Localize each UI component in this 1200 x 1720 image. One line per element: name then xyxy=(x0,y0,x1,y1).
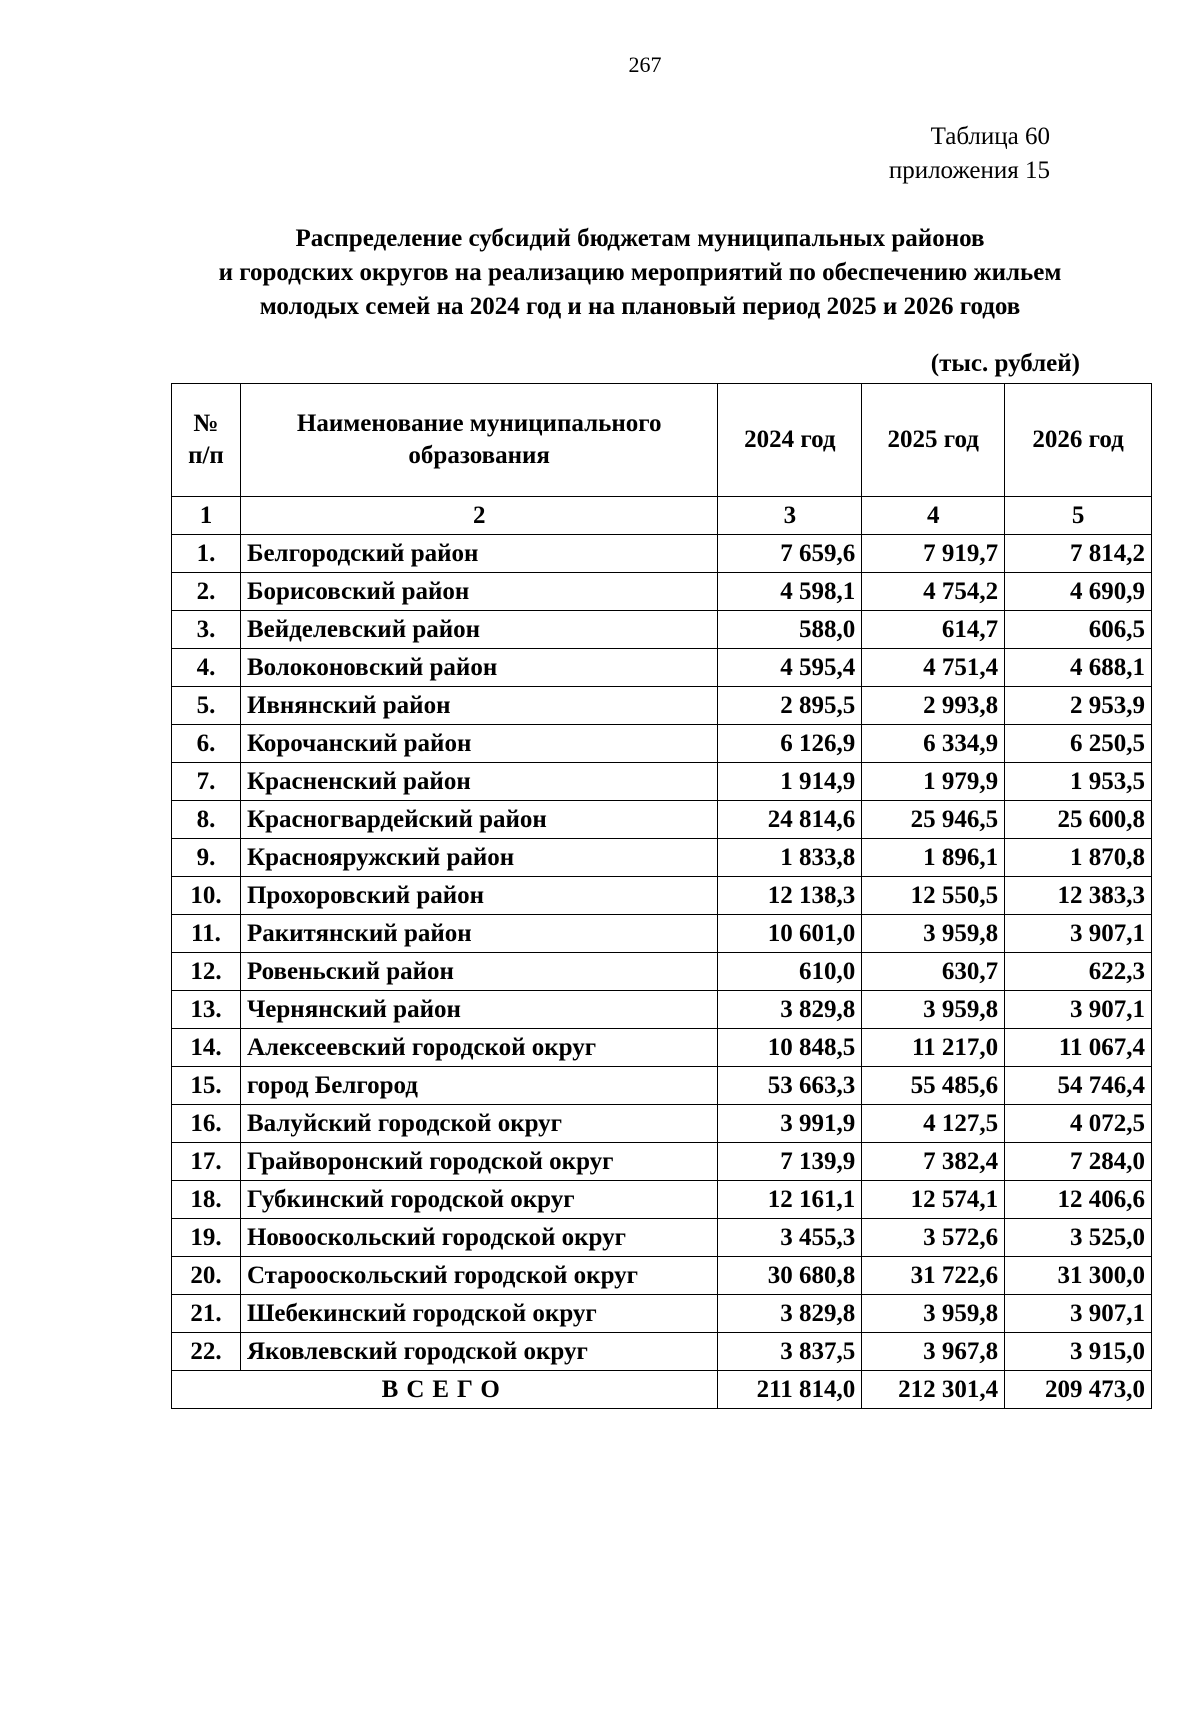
table-row xyxy=(172,953,1152,991)
table-row xyxy=(172,725,1152,763)
total-2024: 211 814,0 xyxy=(718,1371,862,1409)
municipality-name: Прохоровский район xyxy=(240,877,718,915)
table-row xyxy=(172,573,1152,611)
value-2026: 4 690,9 xyxy=(1005,573,1152,611)
municipality-name: Шебекинский городской округ xyxy=(240,1295,718,1333)
value-2026: 12 383,3 xyxy=(1005,877,1152,915)
row-number: 17. xyxy=(172,1143,241,1181)
table-row xyxy=(172,877,1152,915)
row-number: 18. xyxy=(172,1181,241,1219)
row-number: 7. xyxy=(172,763,241,801)
value-2026: 3 915,0 xyxy=(1005,1333,1152,1371)
value-2024: 12 161,1 xyxy=(718,1181,862,1219)
municipality-name: Ровеньский район xyxy=(240,953,718,991)
total-2025: 212 301,4 xyxy=(862,1371,1005,1409)
value-2025: 2 993,8 xyxy=(862,687,1005,725)
row-number: 1. xyxy=(172,535,241,573)
table-row xyxy=(172,991,1152,1029)
value-2024: 588,0 xyxy=(718,611,862,649)
table-row xyxy=(172,1333,1152,1371)
row-number: 14. xyxy=(172,1029,241,1067)
value-2024: 3 829,8 xyxy=(718,1295,862,1333)
header-2026: 2026 год xyxy=(1005,384,1152,497)
header-2024: 2024 год xyxy=(718,384,862,497)
table-row xyxy=(172,1029,1152,1067)
header-name xyxy=(240,384,718,497)
municipality-name: Красненский район xyxy=(240,763,718,801)
table-row xyxy=(172,1257,1152,1295)
value-2024: 1 833,8 xyxy=(718,839,862,877)
row-number: 21. xyxy=(172,1295,241,1333)
value-2026: 31 300,0 xyxy=(1005,1257,1152,1295)
value-2024: 1 914,9 xyxy=(718,763,862,801)
municipality-name: Белгородский район xyxy=(240,535,718,573)
value-2026: 3 907,1 xyxy=(1005,915,1152,953)
table-row xyxy=(172,611,1152,649)
municipality-name: Ивнянский район xyxy=(240,687,718,725)
value-2025: 4 754,2 xyxy=(862,573,1005,611)
value-2026: 12 406,6 xyxy=(1005,1181,1152,1219)
value-2026: 1 953,5 xyxy=(1005,763,1152,801)
value-2025: 1 979,9 xyxy=(862,763,1005,801)
value-2025: 3 959,8 xyxy=(862,1295,1005,1333)
value-2026: 4 688,1 xyxy=(1005,649,1152,687)
municipality-name: Вейделевский район xyxy=(240,611,718,649)
row-number: 22. xyxy=(172,1333,241,1371)
column-number: 5 xyxy=(1005,497,1152,535)
header-num-line2: п/п xyxy=(188,442,224,469)
table-reference-line2: приложения 15 xyxy=(888,157,1050,184)
table-row xyxy=(172,1143,1152,1181)
value-2026: 6 250,5 xyxy=(1005,725,1152,763)
value-2025: 614,7 xyxy=(862,611,1005,649)
value-2024: 10 601,0 xyxy=(718,915,862,953)
column-number: 4 xyxy=(862,497,1005,535)
header-num-line1: № xyxy=(193,410,219,437)
municipality-name: Краснояружский район xyxy=(240,839,718,877)
column-number: 1 xyxy=(172,497,241,535)
value-2024: 7 659,6 xyxy=(718,535,862,573)
value-2026: 3 525,0 xyxy=(1005,1219,1152,1257)
value-2026: 3 907,1 xyxy=(1005,1295,1152,1333)
municipality-name: Корочанский район xyxy=(240,725,718,763)
row-number: 19. xyxy=(172,1219,241,1257)
value-2024: 10 848,5 xyxy=(718,1029,862,1067)
document-title-line2: и городских округов на реализацию мероприятий по обеспечению жильем xyxy=(218,259,1062,286)
value-2025: 12 550,5 xyxy=(862,877,1005,915)
table-row xyxy=(172,1295,1152,1333)
document-title-line3: молодых семей на 2024 год и на плановый период 2025 и 2026 годов xyxy=(259,293,1021,320)
units-label: (тыс. рублей) xyxy=(930,350,1080,377)
value-2024: 3 829,8 xyxy=(718,991,862,1029)
header-num xyxy=(172,384,241,497)
row-number: 6. xyxy=(172,725,241,763)
value-2026: 4 072,5 xyxy=(1005,1105,1152,1143)
row-number: 20. xyxy=(172,1257,241,1295)
table-row xyxy=(172,763,1152,801)
value-2025: 3 967,8 xyxy=(862,1333,1005,1371)
value-2026: 622,3 xyxy=(1005,953,1152,991)
value-2024: 3 455,3 xyxy=(718,1219,862,1257)
row-number: 4. xyxy=(172,649,241,687)
table-row xyxy=(172,687,1152,725)
header-name-line2: образования xyxy=(408,442,550,469)
value-2025: 11 217,0 xyxy=(862,1029,1005,1067)
value-2024: 30 680,8 xyxy=(718,1257,862,1295)
value-2025: 3 959,8 xyxy=(862,915,1005,953)
document-title xyxy=(150,222,1130,324)
total-row xyxy=(172,1371,1152,1409)
row-number: 5. xyxy=(172,687,241,725)
value-2025: 630,7 xyxy=(862,953,1005,991)
municipality-name: Новооскольский городской округ xyxy=(240,1219,718,1257)
table-row xyxy=(172,1181,1152,1219)
column-number: 2 xyxy=(240,497,718,535)
table-reference-line1: Таблица 60 xyxy=(930,123,1050,150)
value-2025: 4 127,5 xyxy=(862,1105,1005,1143)
column-numbers-row xyxy=(172,497,1152,535)
value-2024: 4 598,1 xyxy=(718,573,862,611)
value-2024: 3 837,5 xyxy=(718,1333,862,1371)
table-row xyxy=(172,801,1152,839)
value-2024: 6 126,9 xyxy=(718,725,862,763)
value-2025: 3 572,6 xyxy=(862,1219,1005,1257)
subsidy-table xyxy=(171,383,1152,1409)
total-2026: 209 473,0 xyxy=(1005,1371,1152,1409)
value-2025: 3 959,8 xyxy=(862,991,1005,1029)
value-2025: 12 574,1 xyxy=(862,1181,1005,1219)
municipality-name: Губкинский городской округ xyxy=(240,1181,718,1219)
table-row xyxy=(172,1067,1152,1105)
table-row xyxy=(172,1219,1152,1257)
value-2024: 12 138,3 xyxy=(718,877,862,915)
municipality-name: Волоконовский район xyxy=(240,649,718,687)
row-number: 2. xyxy=(172,573,241,611)
municipality-name: Старооскольский городской округ xyxy=(240,1257,718,1295)
municipality-name: Борисовский район xyxy=(240,573,718,611)
header-row xyxy=(172,384,1152,497)
value-2025: 31 722,6 xyxy=(862,1257,1005,1295)
row-number: 10. xyxy=(172,877,241,915)
row-number: 8. xyxy=(172,801,241,839)
row-number: 9. xyxy=(172,839,241,877)
value-2026: 54 746,4 xyxy=(1005,1067,1152,1105)
municipality-name: Яковлевский городской округ xyxy=(240,1333,718,1371)
value-2026: 25 600,8 xyxy=(1005,801,1152,839)
row-number: 13. xyxy=(172,991,241,1029)
header-name-line1: Наименование муниципального xyxy=(296,410,662,437)
value-2025: 7 382,4 xyxy=(862,1143,1005,1181)
value-2026: 606,5 xyxy=(1005,611,1152,649)
row-number: 12. xyxy=(172,953,241,991)
value-2025: 55 485,6 xyxy=(862,1067,1005,1105)
table-row xyxy=(172,535,1152,573)
row-number: 11. xyxy=(172,915,241,953)
value-2025: 1 896,1 xyxy=(862,839,1005,877)
total-label: ВСЕГО xyxy=(172,1371,718,1409)
row-number: 3. xyxy=(172,611,241,649)
header-2025: 2025 год xyxy=(862,384,1005,497)
table-row xyxy=(172,1105,1152,1143)
page-number: 267 xyxy=(628,52,662,77)
municipality-name: Красногвардейский район xyxy=(240,801,718,839)
value-2024: 53 663,3 xyxy=(718,1067,862,1105)
row-number: 16. xyxy=(172,1105,241,1143)
value-2025: 6 334,9 xyxy=(862,725,1005,763)
document-title-line1: Распределение субсидий бюджетам муниципальных районов xyxy=(295,225,985,252)
municipality-name: Алексеевский городской округ xyxy=(240,1029,718,1067)
table-row xyxy=(172,649,1152,687)
value-2026: 2 953,9 xyxy=(1005,687,1152,725)
value-2025: 25 946,5 xyxy=(862,801,1005,839)
value-2026: 1 870,8 xyxy=(1005,839,1152,877)
municipality-name: Грайворонский городской округ xyxy=(240,1143,718,1181)
column-number: 3 xyxy=(718,497,862,535)
value-2025: 7 919,7 xyxy=(862,535,1005,573)
value-2026: 11 067,4 xyxy=(1005,1029,1152,1067)
value-2024: 610,0 xyxy=(718,953,862,991)
municipality-name: город Белгород xyxy=(240,1067,718,1105)
value-2026: 7 814,2 xyxy=(1005,535,1152,573)
table-row xyxy=(172,915,1152,953)
value-2025: 4 751,4 xyxy=(862,649,1005,687)
row-number: 15. xyxy=(172,1067,241,1105)
value-2024: 7 139,9 xyxy=(718,1143,862,1181)
municipality-name: Валуйский городской округ xyxy=(240,1105,718,1143)
municipality-name: Чернянский район xyxy=(240,991,718,1029)
value-2024: 4 595,4 xyxy=(718,649,862,687)
table-row xyxy=(172,839,1152,877)
municipality-name: Ракитянский район xyxy=(240,915,718,953)
value-2024: 2 895,5 xyxy=(718,687,862,725)
value-2026: 3 907,1 xyxy=(1005,991,1152,1029)
value-2026: 7 284,0 xyxy=(1005,1143,1152,1181)
value-2024: 24 814,6 xyxy=(718,801,862,839)
table-reference xyxy=(889,120,1050,188)
value-2024: 3 991,9 xyxy=(718,1105,862,1143)
